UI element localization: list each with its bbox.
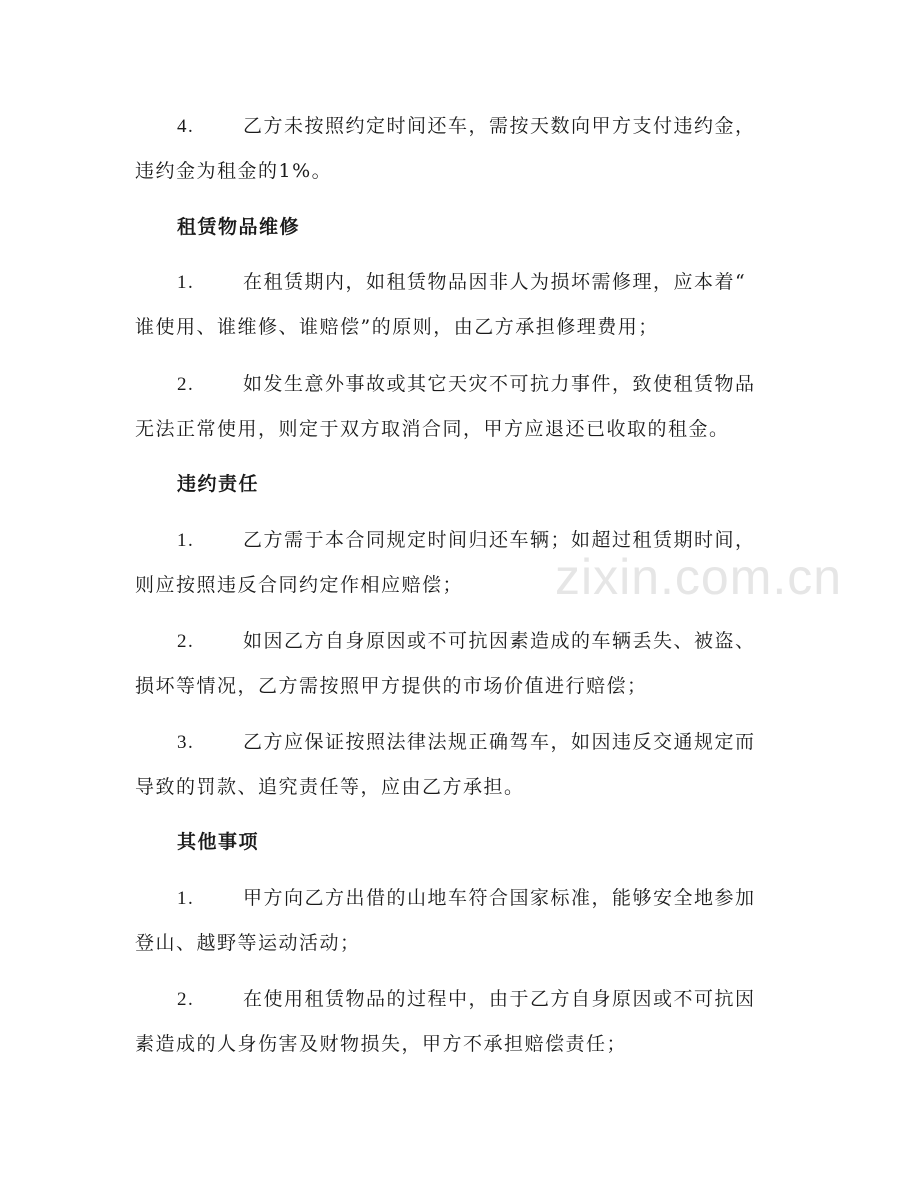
- clause-number: 4.: [177, 116, 195, 137]
- clause-item: [135, 362, 775, 451]
- section-heading-repair: 租赁物品维修: [177, 216, 301, 238]
- clause-item: [135, 260, 775, 349]
- clause-number: 1.: [177, 530, 195, 551]
- clause-number: 1.: [177, 888, 195, 909]
- clause-item: [135, 104, 775, 193]
- clause-number: 2.: [177, 631, 195, 652]
- clause-item: [135, 876, 775, 965]
- clause-text-line2: 违约金为租金的1%。: [135, 160, 333, 182]
- clause-text-line1: 在租赁期内，如租赁物品因非人为损坏需修理，应本着“: [243, 271, 747, 293]
- clause-text-line2: 损坏等情况，乙方需按照甲方提供的市场价值进行赔偿；: [135, 675, 648, 697]
- clause-text-line2: 谁使用、谁维修、谁赔偿”的原则，由乙方承担修理费用；: [135, 316, 659, 338]
- section-heading-other: 其他事项: [177, 831, 260, 853]
- clause-number: 2.: [177, 374, 195, 395]
- clause-item: [135, 619, 775, 708]
- clause-text-line1: 乙方需于本合同规定时间归还车辆；如超过租赁期时间，: [243, 529, 756, 551]
- clause-number: 1.: [177, 272, 195, 293]
- clause-text-line2: 导致的罚款、追究责任等，应由乙方承担。: [135, 776, 525, 798]
- watermark: zixin.com.cn: [555, 549, 843, 605]
- clause-text-line1: 甲方向乙方出借的山地车符合国家标准，能够安全地参加: [243, 887, 756, 909]
- clause-text-line1: 如发生意外事故或其它天灾不可抗力事件，致使租赁物品: [243, 373, 756, 395]
- clause-text-line1: 乙方应保证按照法律法规正确驾车，如因违反交通规定而: [243, 731, 756, 753]
- clause-item: [135, 977, 775, 1066]
- clause-item: [135, 518, 775, 607]
- clause-text-line1: 如因乙方自身原因或不可抗因素造成的车辆丢失、被盗、: [243, 630, 756, 652]
- clause-text-line2: 登山、越野等运动活动；: [135, 932, 361, 954]
- clause-text-line2: 则应按照违反合同约定作相应赔偿；: [135, 574, 464, 596]
- clause-number: 2.: [177, 989, 195, 1010]
- section-heading-breach: 违约责任: [177, 473, 260, 495]
- clause-text-line1: 在使用租赁物品的过程中，由于乙方自身原因或不可抗因: [243, 988, 756, 1010]
- clause-text-line1: 乙方未按照约定时间还车，需按天数向甲方支付违约金，: [243, 115, 756, 137]
- clause-text-line2: 无法正常使用，则定于双方取消合同，甲方应退还已收取的租金。: [135, 418, 730, 440]
- clause-item: [135, 720, 775, 809]
- clause-text-line2: 素造成的人身伤害及财物损失，甲方不承担赔偿责任；: [135, 1033, 628, 1055]
- clause-number: 3.: [177, 732, 195, 753]
